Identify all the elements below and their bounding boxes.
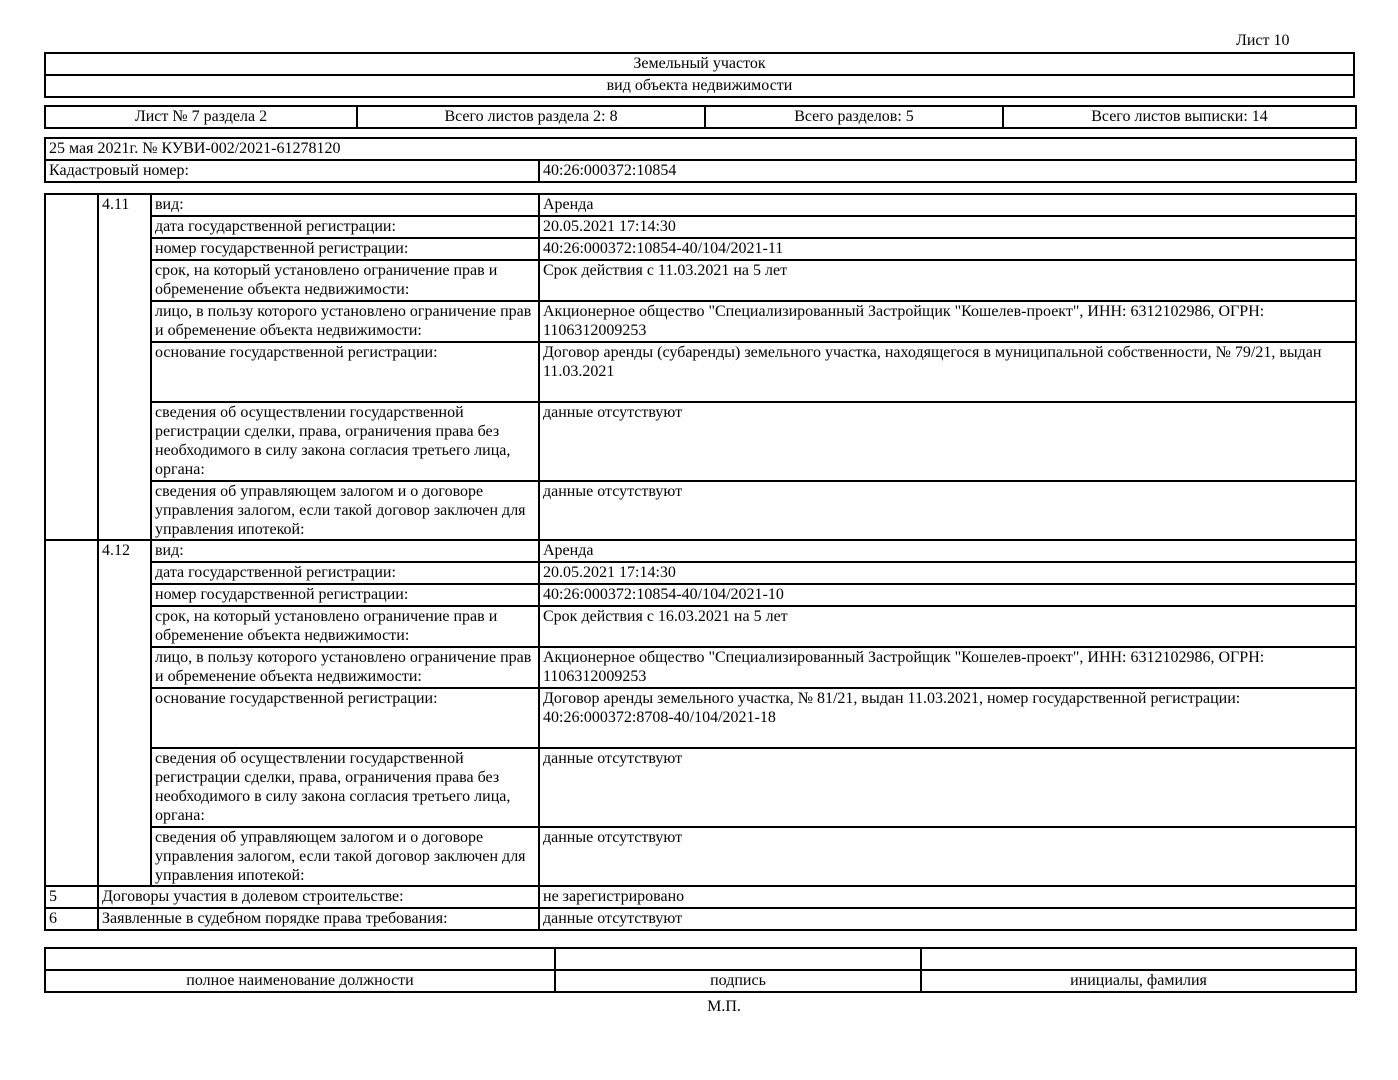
object-type-table: [44, 52, 1355, 98]
field-value: данные отсутствуют: [539, 481, 1356, 540]
sheet-number: Лист 10: [1236, 32, 1290, 49]
field-label: срок, на который установлено ограничение прав и обременение объекта недвижимости:: [151, 606, 539, 647]
field-value: данные отсутствуют: [539, 748, 1356, 827]
encumbrance-table: [44, 193, 1357, 931]
section-label: Заявленные в судебном порядке права требования:: [98, 908, 539, 930]
section-4-blank-cell: [45, 194, 98, 540]
field-value: данные отсутствуют: [539, 827, 1356, 886]
field-label: сведения об управляющем залогом и о договоре управления залогом, если такой договор заключен для управления ипотекой:: [151, 481, 539, 540]
field-value: 20.05.2021 17:14:30: [539, 216, 1356, 238]
extract-info-table: [44, 137, 1357, 183]
field-label: лицо, в пользу которого установлено ограничение прав и обременение объекта недвижимости:: [151, 647, 539, 688]
extract-date-number: 25 мая 2021г. № КУВИ-002/2021-61278120: [45, 138, 1356, 160]
field-label: сведения об осуществлении государственной регистрации сделки, права, ограничения права без необходимого в силу закона согласия третьего лица, органа:: [151, 402, 539, 481]
field-label: дата государственной регистрации:: [151, 216, 539, 238]
total-sheets-extract: Всего листов выписки: 14: [1003, 106, 1356, 128]
field-value: Договор аренды (субаренды) земельного участка, находящегося в муниципальной собственности, № 79/21, выдан 11.03.2021: [539, 342, 1356, 402]
field-label: номер государственной регистрации:: [151, 238, 539, 260]
signature-table: [44, 947, 1357, 993]
object-type-caption: вид объекта недвижимости: [45, 75, 1354, 97]
field-value: данные отсутствуют: [539, 402, 1356, 481]
field-value: Срок действия с 16.03.2021 на 5 лет: [539, 606, 1356, 647]
sheet-info-table: [44, 105, 1357, 129]
cadastral-value: 40:26:000372:10854: [539, 160, 1356, 182]
cadastral-label: Кадастровый номер:: [45, 160, 539, 182]
signature-caption: подпись: [555, 970, 921, 992]
field-label: вид:: [151, 194, 539, 216]
name-caption: инициалы, фамилия: [921, 970, 1356, 992]
section-number: 5: [45, 886, 98, 908]
signature-field: [555, 948, 921, 970]
field-label: срок, на который установлено ограничение прав и обременение объекта недвижимости:: [151, 260, 539, 301]
field-value: Акционерное общество "Специализированный Застройщик "Кошелев-проект", ИНН: 6312102986, ОГРН: 1106312009253: [539, 301, 1356, 342]
stamp-place: М.П.: [707, 998, 741, 1015]
field-label: основание государственной регистрации:: [151, 342, 539, 402]
field-value: 20.05.2021 17:14:30: [539, 562, 1356, 584]
encumbrance-number: 4.12: [98, 540, 151, 886]
position-caption: полное наименование должности: [45, 970, 555, 992]
field-value: Договор аренды земельного участка, № 81/21, выдан 11.03.2021, номер государственной регистрации: 40:26:000372:8708-40/104/2021-18: [539, 688, 1356, 748]
position-field: [45, 948, 555, 970]
section-number: 6: [45, 908, 98, 930]
total-sheets-section: Всего листов раздела 2: 8: [357, 106, 705, 128]
object-type: Земельный участок: [45, 53, 1354, 75]
sheet-of-section: Лист № 7 раздела 2: [45, 106, 357, 128]
field-label: основание государственной регистрации:: [151, 688, 539, 748]
total-sections: Всего разделов: 5: [705, 106, 1003, 128]
field-value: Акционерное общество "Специализированный Застройщик "Кошелев-проект", ИНН: 6312102986, ОГРН: 1106312009253: [539, 647, 1356, 688]
field-label: дата государственной регистрации:: [151, 562, 539, 584]
field-label: номер государственной регистрации:: [151, 584, 539, 606]
section-4-blank-cell: [45, 540, 98, 886]
field-value: Аренда: [539, 194, 1356, 216]
section-value: данные отсутствуют: [539, 908, 1356, 930]
field-value: 40:26:000372:10854-40/104/2021-11: [539, 238, 1356, 260]
field-label: вид:: [151, 540, 539, 562]
section-value: не зарегистрировано: [539, 886, 1356, 908]
field-label: сведения об осуществлении государственной регистрации сделки, права, ограничения права без необходимого в силу закона согласия третьего лица, органа:: [151, 748, 539, 827]
encumbrance-number: 4.11: [98, 194, 151, 540]
field-label: лицо, в пользу которого установлено ограничение прав и обременение объекта недвижимости:: [151, 301, 539, 342]
field-value: Аренда: [539, 540, 1356, 562]
field-label: сведения об управляющем залогом и о договоре управления залогом, если такой договор заключен для управления ипотекой:: [151, 827, 539, 886]
field-value: Срок действия с 11.03.2021 на 5 лет: [539, 260, 1356, 301]
section-label: Договоры участия в долевом строительстве:: [98, 886, 539, 908]
field-value: 40:26:000372:10854-40/104/2021-10: [539, 584, 1356, 606]
name-field: [921, 948, 1356, 970]
